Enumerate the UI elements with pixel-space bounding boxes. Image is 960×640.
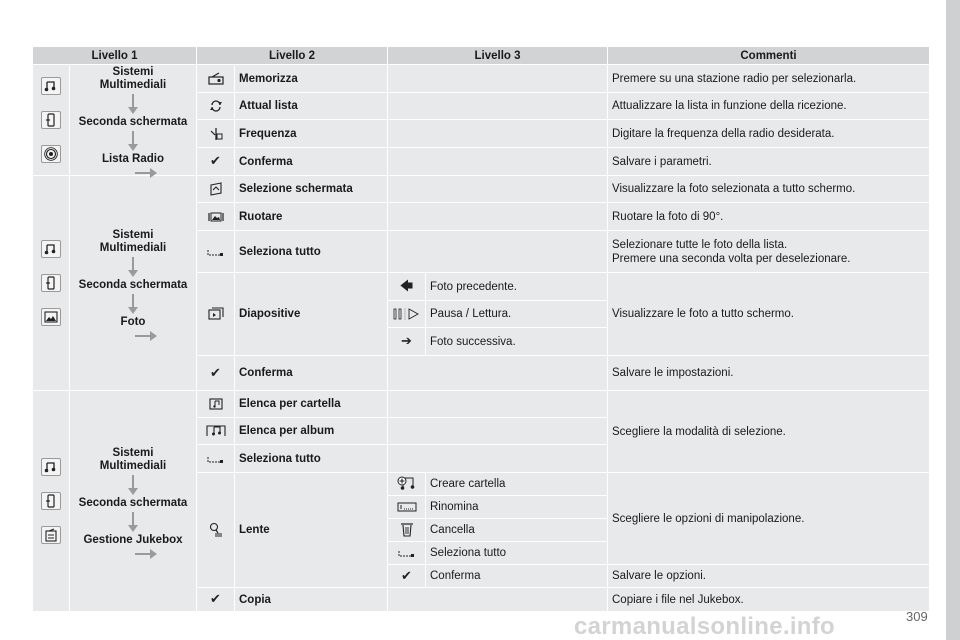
level2-frequenza: Frequenza (235, 120, 388, 148)
trash-icon (388, 519, 426, 542)
arrow-down-icon (132, 94, 134, 108)
level2-lente: Lente (235, 473, 388, 588)
menu-step-second-screen: Seconda schermata (78, 497, 188, 509)
header-level3: Livello 3 (388, 47, 608, 65)
check-icon: ✔ (197, 588, 235, 612)
level3-empty (388, 65, 608, 93)
check-icon: ✔ (197, 148, 235, 176)
level3-conferma: Conferma (426, 565, 608, 588)
arrow-down-icon (132, 257, 134, 271)
comment-lente: Scegliere le opzioni di manipolazione. (608, 473, 930, 565)
menu-table (32, 46, 930, 612)
jukebox-icon (41, 526, 61, 544)
create-folder-icon (388, 473, 426, 496)
level3-rinomina: Rinomina (426, 496, 608, 519)
menu-step-second-screen: Seconda schermata (78, 116, 188, 128)
level2-diapositive: Diapositive (235, 273, 388, 356)
level3-empty (388, 93, 608, 120)
watermark: carmanualsonline.info (574, 613, 836, 640)
rotate-photo-icon (197, 203, 235, 231)
level3-pausa-lettura: Pausa / Lettura. (426, 301, 608, 328)
fullscreen-photo-icon (197, 176, 235, 203)
comment-seleziona-tutto (608, 231, 930, 273)
select-all-icon (388, 542, 426, 565)
arrow-right-icon: ➔ (388, 328, 426, 356)
level3-creare-cartella: Creare cartella (426, 473, 608, 496)
level2-seleziona-tutto: Seleziona tutto (235, 231, 388, 273)
level3-empty (388, 148, 608, 176)
jukebox-menu-path (70, 391, 197, 612)
level2-seleziona-tutto: Seleziona tutto (235, 445, 388, 473)
page-number: 309 (906, 609, 928, 624)
level3-empty (388, 445, 608, 473)
check-icon: ✔ (388, 565, 426, 588)
arrow-right-icon (135, 172, 151, 174)
arrow-down-icon (132, 131, 134, 145)
select-all-icon (197, 445, 235, 473)
menu-step-multimedia: Sistemi Multimediali (99, 447, 167, 472)
radio-menu-path (70, 65, 197, 176)
level3-empty (388, 203, 608, 231)
level2-elenca-per-album: Elenca per album (235, 418, 388, 445)
pause-play-icon (388, 301, 426, 328)
radio-waves-icon (41, 145, 61, 163)
level3-empty (388, 418, 608, 445)
select-all-icon (197, 231, 235, 273)
music-note-icon (41, 77, 61, 95)
comment-copia: Copiare i file nel Jukebox. (608, 588, 930, 612)
frequency-icon (197, 120, 235, 148)
comment-frequenza: Digitare la frequenza della radio desiderata. (608, 120, 930, 148)
menu-step-second-screen: Seconda schermata (78, 279, 188, 291)
music-note-icon (41, 240, 61, 258)
level3-foto-precedente: Foto precedente. (426, 273, 608, 301)
header-comments: Commenti (608, 47, 930, 65)
level2-selezione-schermata: Selezione schermata (235, 176, 388, 203)
arrow-down-icon (132, 475, 134, 489)
header-level1: Livello 1 (33, 47, 197, 65)
comment-memorizza: Premere su una stazione radio per selezionarla. (608, 65, 930, 93)
slideshow-icon (197, 273, 235, 356)
menu-step-multimedia: Sistemi Multimediali (99, 66, 167, 91)
level3-empty (388, 391, 608, 418)
table-row (33, 391, 930, 418)
folder-list-icon (197, 391, 235, 418)
menu-step-jukebox: Gestione Jukebox (83, 534, 183, 546)
photo-menu-path (70, 176, 197, 391)
check-icon: ✔ (197, 356, 235, 391)
music-note-icon (41, 458, 61, 476)
arrow-down-icon (132, 512, 134, 526)
arrow-right-icon (135, 553, 151, 555)
level3-empty (388, 176, 608, 203)
menu-step-photo: Foto (120, 316, 146, 328)
level2-ruotare: Ruotare (235, 203, 388, 231)
level3-empty (388, 588, 608, 612)
level2-memorizza: Memorizza (235, 65, 388, 93)
radio-l1-icons (33, 65, 70, 176)
arrow-right-icon (135, 335, 151, 337)
level3-foto-successiva: Foto successiva. (426, 328, 608, 356)
comment-selection-mode: Scegliere la modalità di selezione. (608, 391, 930, 473)
phone-device-icon (41, 111, 61, 129)
level2-attual-lista: Attual lista (235, 93, 388, 120)
radio-memory-icon (197, 65, 235, 93)
level3-empty (388, 120, 608, 148)
comment-line-1: Selezionare tutte le foto della lista. (612, 238, 788, 251)
arrow-left-icon: 🡄 (388, 273, 426, 301)
menu-step-multimedia: Sistemi Multimediali (99, 229, 167, 254)
rename-icon (388, 496, 426, 519)
level3-empty (388, 231, 608, 273)
header-level2: Livello 2 (197, 47, 388, 65)
phone-device-icon (41, 492, 61, 510)
level3-cancella: Cancella (426, 519, 608, 542)
table-row (33, 176, 930, 203)
comment-ruotare: Ruotare la foto di 90°. (608, 203, 930, 231)
album-list-icon (197, 418, 235, 445)
comment-selezione-schermata: Visualizzare la foto selezionata a tutto schermo. (608, 176, 930, 203)
table-row (33, 65, 930, 93)
side-tab-bar (946, 0, 960, 640)
comment-conferma: Salvare i parametri. (608, 148, 930, 176)
comment-attual-lista: Attualizzare la lista in funzione della ricezione. (608, 93, 930, 120)
photo-icon (41, 308, 61, 326)
level2-elenca-per-cartella: Elenca per cartella (235, 391, 388, 418)
refresh-icon (197, 93, 235, 120)
comment-line-2: Premere una seconda volta per deselezionare. (612, 252, 851, 265)
arrow-down-icon (132, 294, 134, 308)
level3-empty (388, 356, 608, 391)
lens-icon (197, 473, 235, 588)
table-header-row (33, 47, 930, 65)
level2-copia: Copia (235, 588, 388, 612)
level2-conferma: Conferma (235, 356, 388, 391)
level3-seleziona-tutto: Seleziona tutto (426, 542, 608, 565)
menu-step-radio-list: Lista Radio (102, 153, 164, 165)
level2-conferma: Conferma (235, 148, 388, 176)
photo-l1-icons (33, 176, 70, 391)
phone-device-icon (41, 274, 61, 292)
comment-salvare-opzioni: Salvare le opzioni. (608, 565, 930, 588)
comment-diapositive: Visualizzare le foto a tutto schermo. (608, 273, 930, 356)
comment-conferma: Salvare le impostazioni. (608, 356, 930, 391)
jukebox-l1-icons (33, 391, 70, 612)
